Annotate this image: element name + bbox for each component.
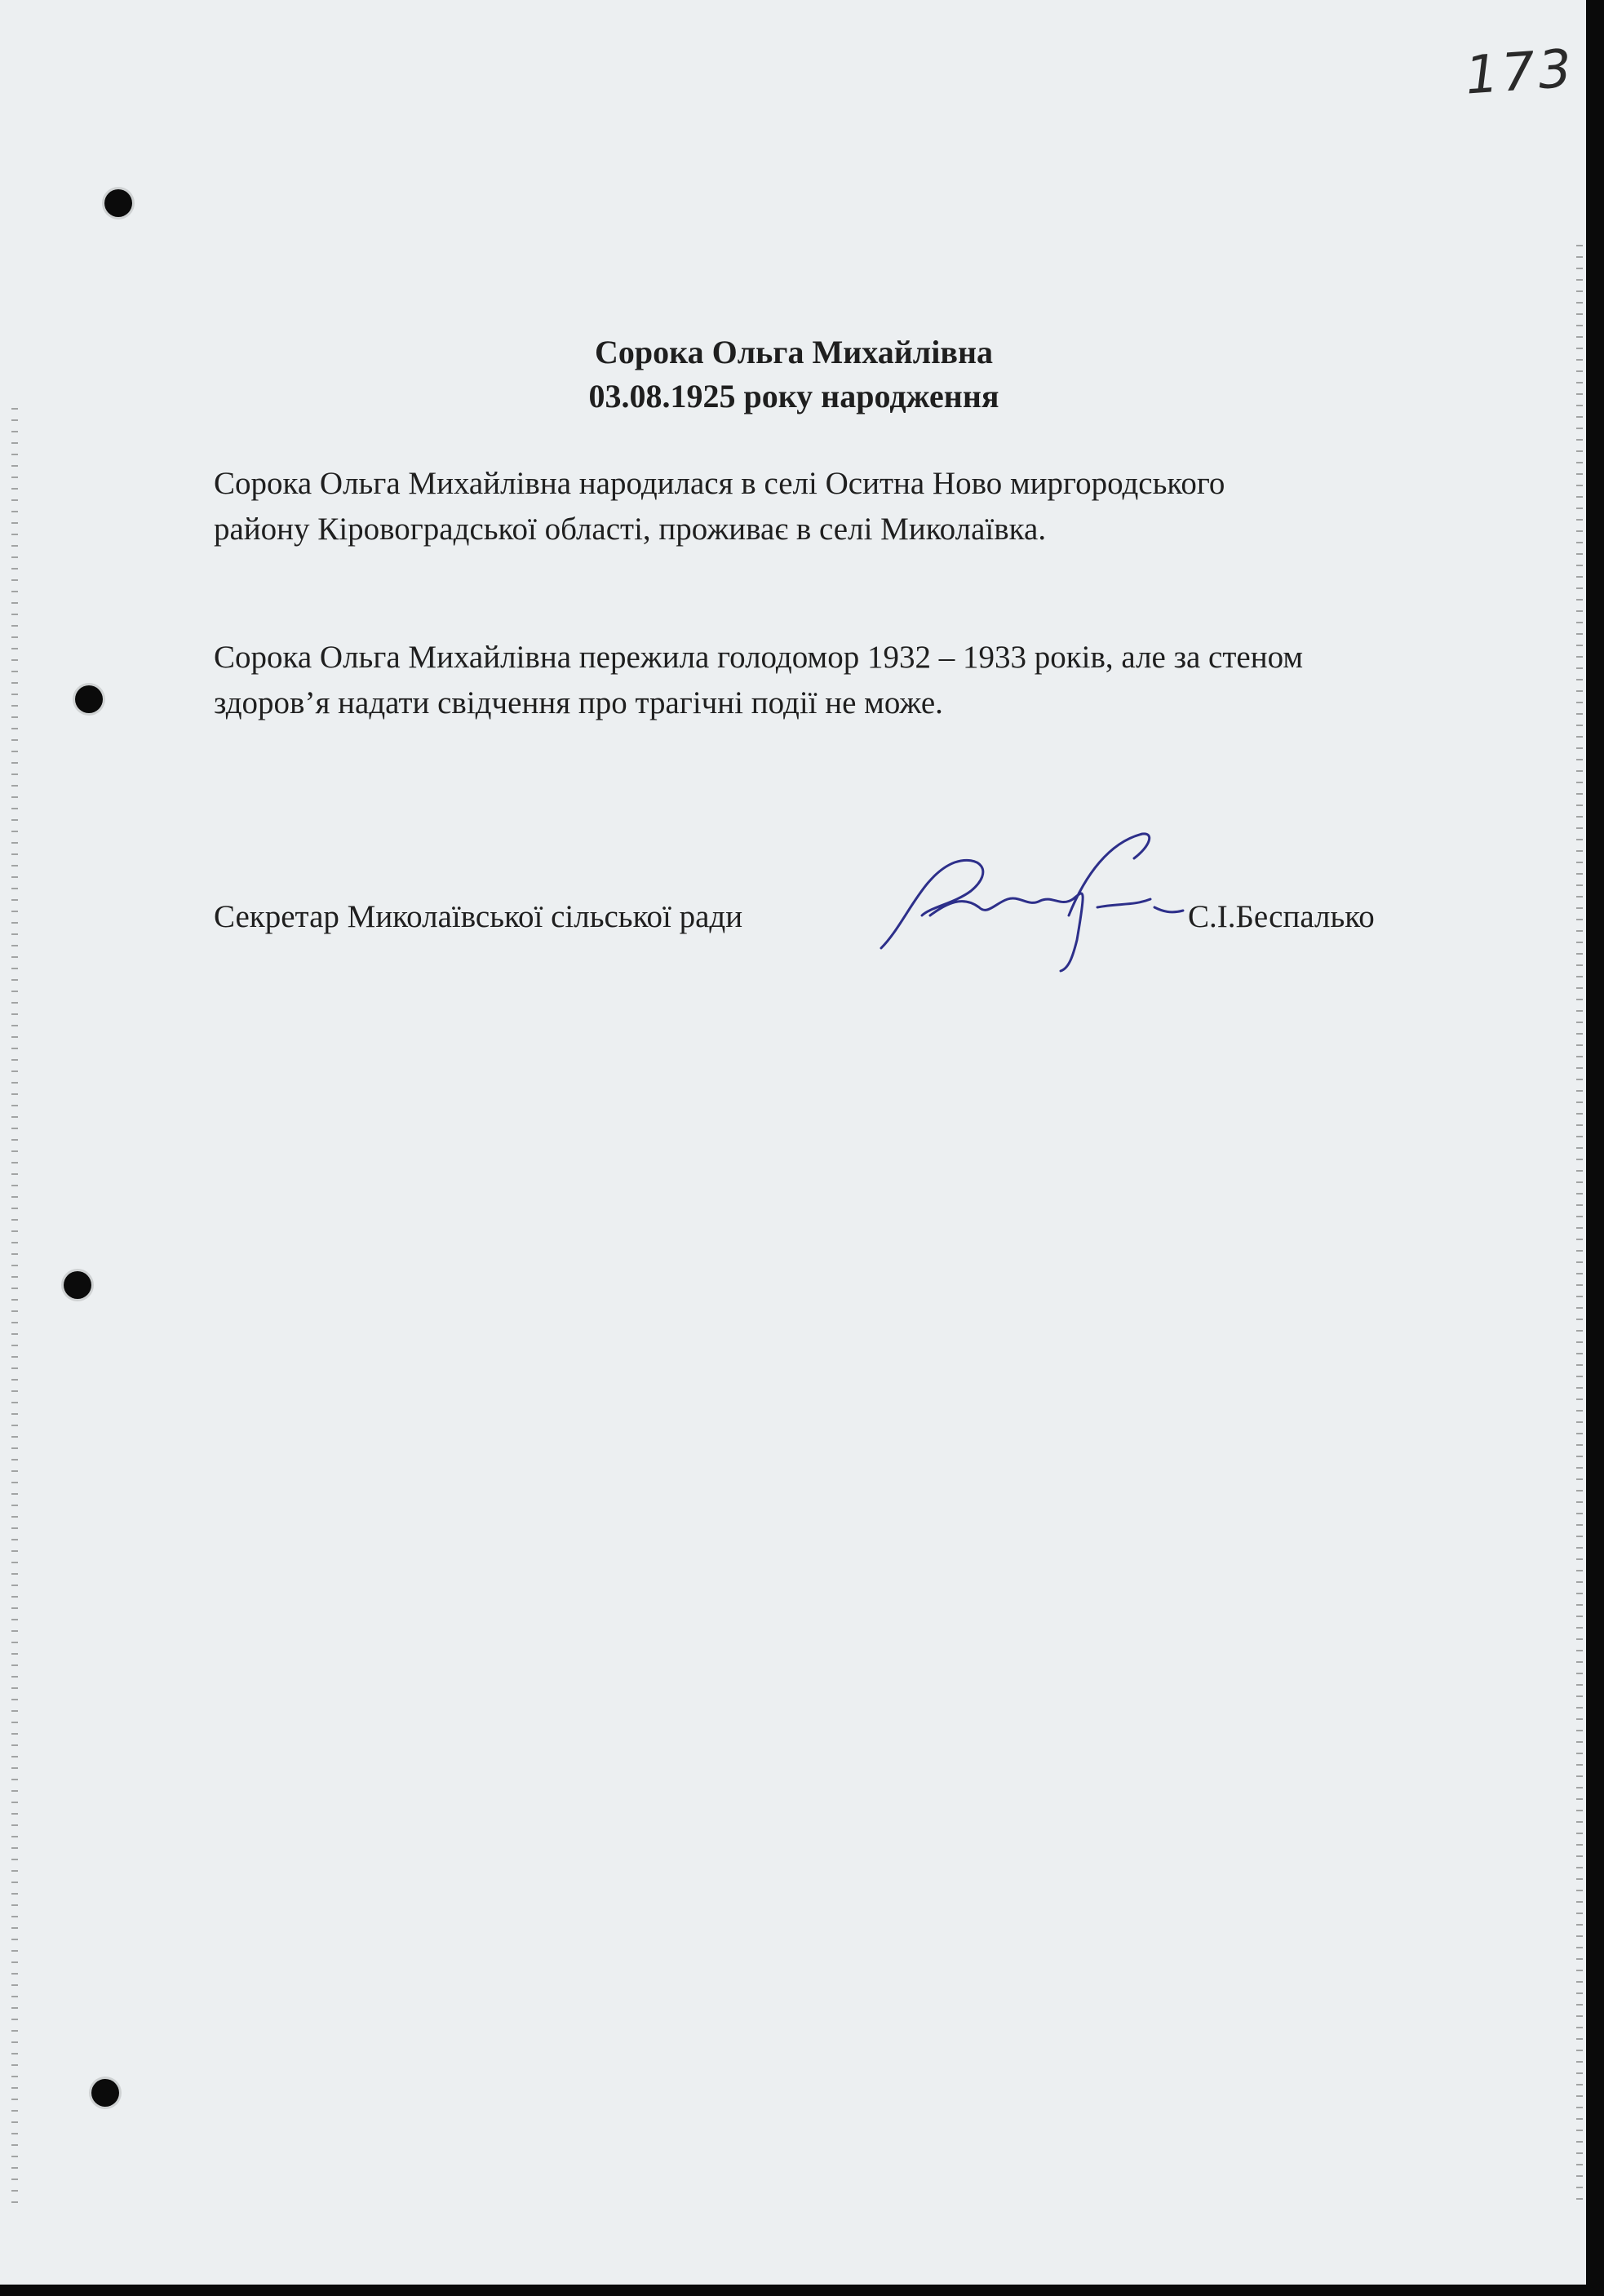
paragraph-2-line-2: здоров’я надати свідчення про трагічні події не може. [214, 685, 943, 720]
punch-hole [91, 2079, 119, 2107]
paragraph-2-line-1: Сорока Ольга Михайлівна пережила голодомор 1932 – 1933 років, але за стеном [214, 640, 1304, 675]
paragraph-1-line-1: Сорока Ольга Михайлівна народилася в селі Оситна Ново миргородського [214, 466, 1225, 501]
person-name-heading: Сорока Ольга Михайлівна [595, 334, 993, 370]
signer-name: С.І.Беспалько [1188, 899, 1375, 934]
punch-hole [75, 685, 103, 713]
birth-date-heading: 03.08.1925 року народження [588, 378, 999, 414]
page-number: 173 [1463, 38, 1577, 107]
punch-hole [64, 1271, 91, 1299]
secretary-position-label: Секретар Миколаївської сільської ради [214, 899, 743, 934]
scan-edge-marks [11, 408, 18, 2203]
scan-border [1586, 0, 1604, 2296]
paragraph-1-line-2: району Кіровоградської області, проживає в селі Миколаївка. [214, 512, 1047, 547]
scan-edge-marks [1576, 245, 1583, 2203]
handwritten-signature [873, 826, 1199, 989]
scan-border [0, 2285, 1604, 2296]
punch-hole [104, 189, 132, 217]
